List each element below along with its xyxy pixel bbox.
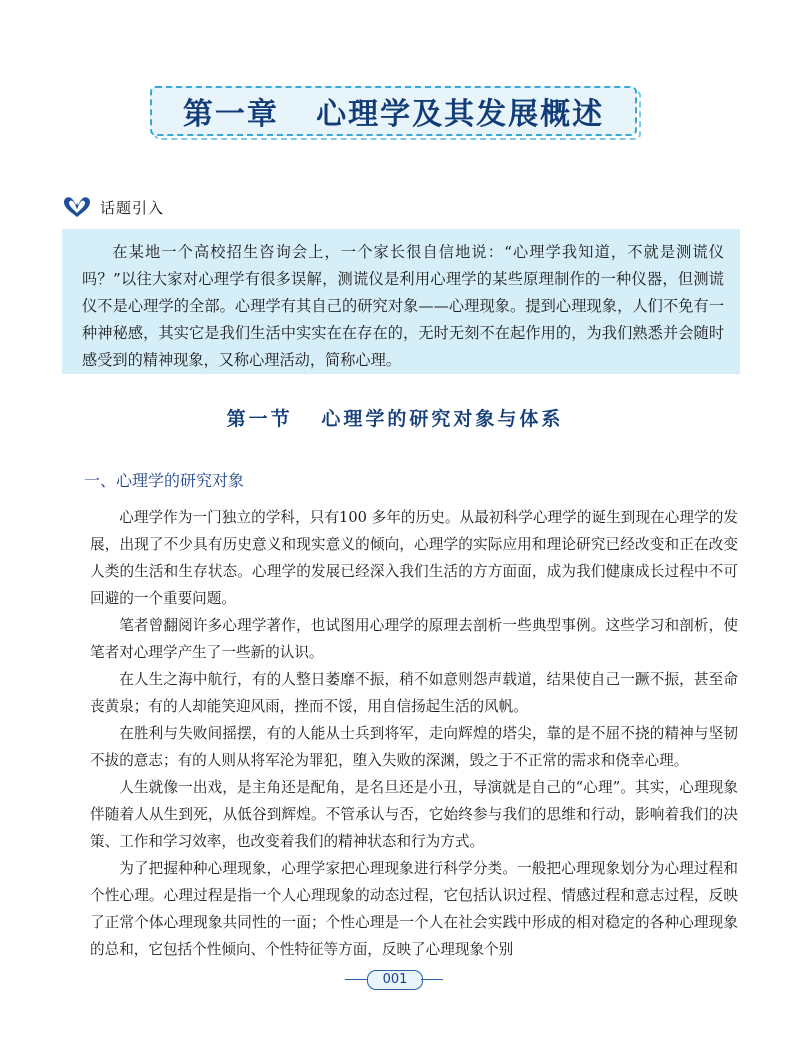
chapter-title-box [150, 86, 637, 136]
leaf-heart-icon [62, 195, 92, 219]
footer-rule-right [421, 979, 443, 980]
chapter-title: 第一章 心理学及其发展概述 [182, 97, 605, 132]
body-text [90, 504, 738, 963]
page-number: 001 [367, 970, 423, 990]
paragraph: 在胜利与失败间摇摆，有的人能从士兵到将军，走向辉煌的塔尖，靠的是不屈不挠的精神与坚韧不拔的意志；有的人则从将军沦为罪犯，堕入失败的深渊，毁之于不正常的需求和侥幸心理。 [90, 725, 738, 769]
chapter-title-frame [150, 86, 637, 136]
paragraph: 为了把握种种心理现象，心理学家把心理现象进行科学分类。一般把心理现象划分为心理过程和个性心理。心理过程是指一个人心理现象的动态过程，它包括认识过程、情感过程和意志过程，反映了正常个体心理现象共同性的一面；个性心理是一个人在社会实践中形成的相对稳定的各种心理现象的总和，它包括个性倾向、个性特征等方面，反映了心理现象个别 [90, 860, 738, 958]
intro-box [62, 229, 740, 374]
paragraph: 笔者曾翻阅许多心理学著作，也试图用心理学的原理去剖析一些典型事例。这些学习和剖析，使笔者对心理学产生了一些新的认识。 [90, 617, 738, 661]
topic-header [62, 194, 164, 220]
paragraph: 在人生之海中航行，有的人整日萎靡不振，稍不如意则怨声载道，结果使自己一蹶不振，甚至命丧黄泉；有的人却能笑迎风雨，挫而不馁，用自信扬起生活的风帆。 [90, 671, 738, 715]
intro-text: 在某地一个高校招生咨询会上，一个家长很自信地说：“心理学我知道，不就是测谎仪吗？”以往大家对心理学有很多误解，测谎仪是利用心理学的某些原理制作的一种仪器，但测谎仪不是心理学的全部。心理学有其自己的研究对象——心理现象。提到心理现象，人们不免有一种神秘感，其实它是我们生活中实实在在存在的，无时无刻不在起作用的，为我们熟悉并会随时感受到的精神现象，又称心理活动，简称心理。 [82, 243, 724, 369]
paragraph: 心理学作为一门独立的学科，只有100 多年的历史。从最初科学心理学的诞生到现在心理学的发展，出现了不少具有历史意义和现实意义的倾向，心理学的实际应用和理论研究已经改变和正在改变人类的生活和生存状态。心理学的发展已经深入我们生活的方方面面，成为我们健康成长过程中不可回避的一个重要问题。 [90, 509, 738, 607]
topic-label: 话题引入 [100, 198, 165, 217]
footer-rule-left [345, 979, 367, 980]
page-footer [0, 968, 790, 992]
subsection-title: 一、心理学的研究对象 [84, 471, 245, 490]
section-title: 第一节 心理学的研究对象与体系 [226, 408, 564, 430]
paragraph: 人生就像一出戏，是主角还是配角，是名旦还是小丑，导演就是自己的“心理”。其实，心理现象伴随着人从生到死，从低谷到辉煌。不管承认与否，它始终参与我们的思维和行动，影响着我们的决策、工作和学习效率，也改变着我们的精神状态和行为方式。 [90, 779, 738, 850]
